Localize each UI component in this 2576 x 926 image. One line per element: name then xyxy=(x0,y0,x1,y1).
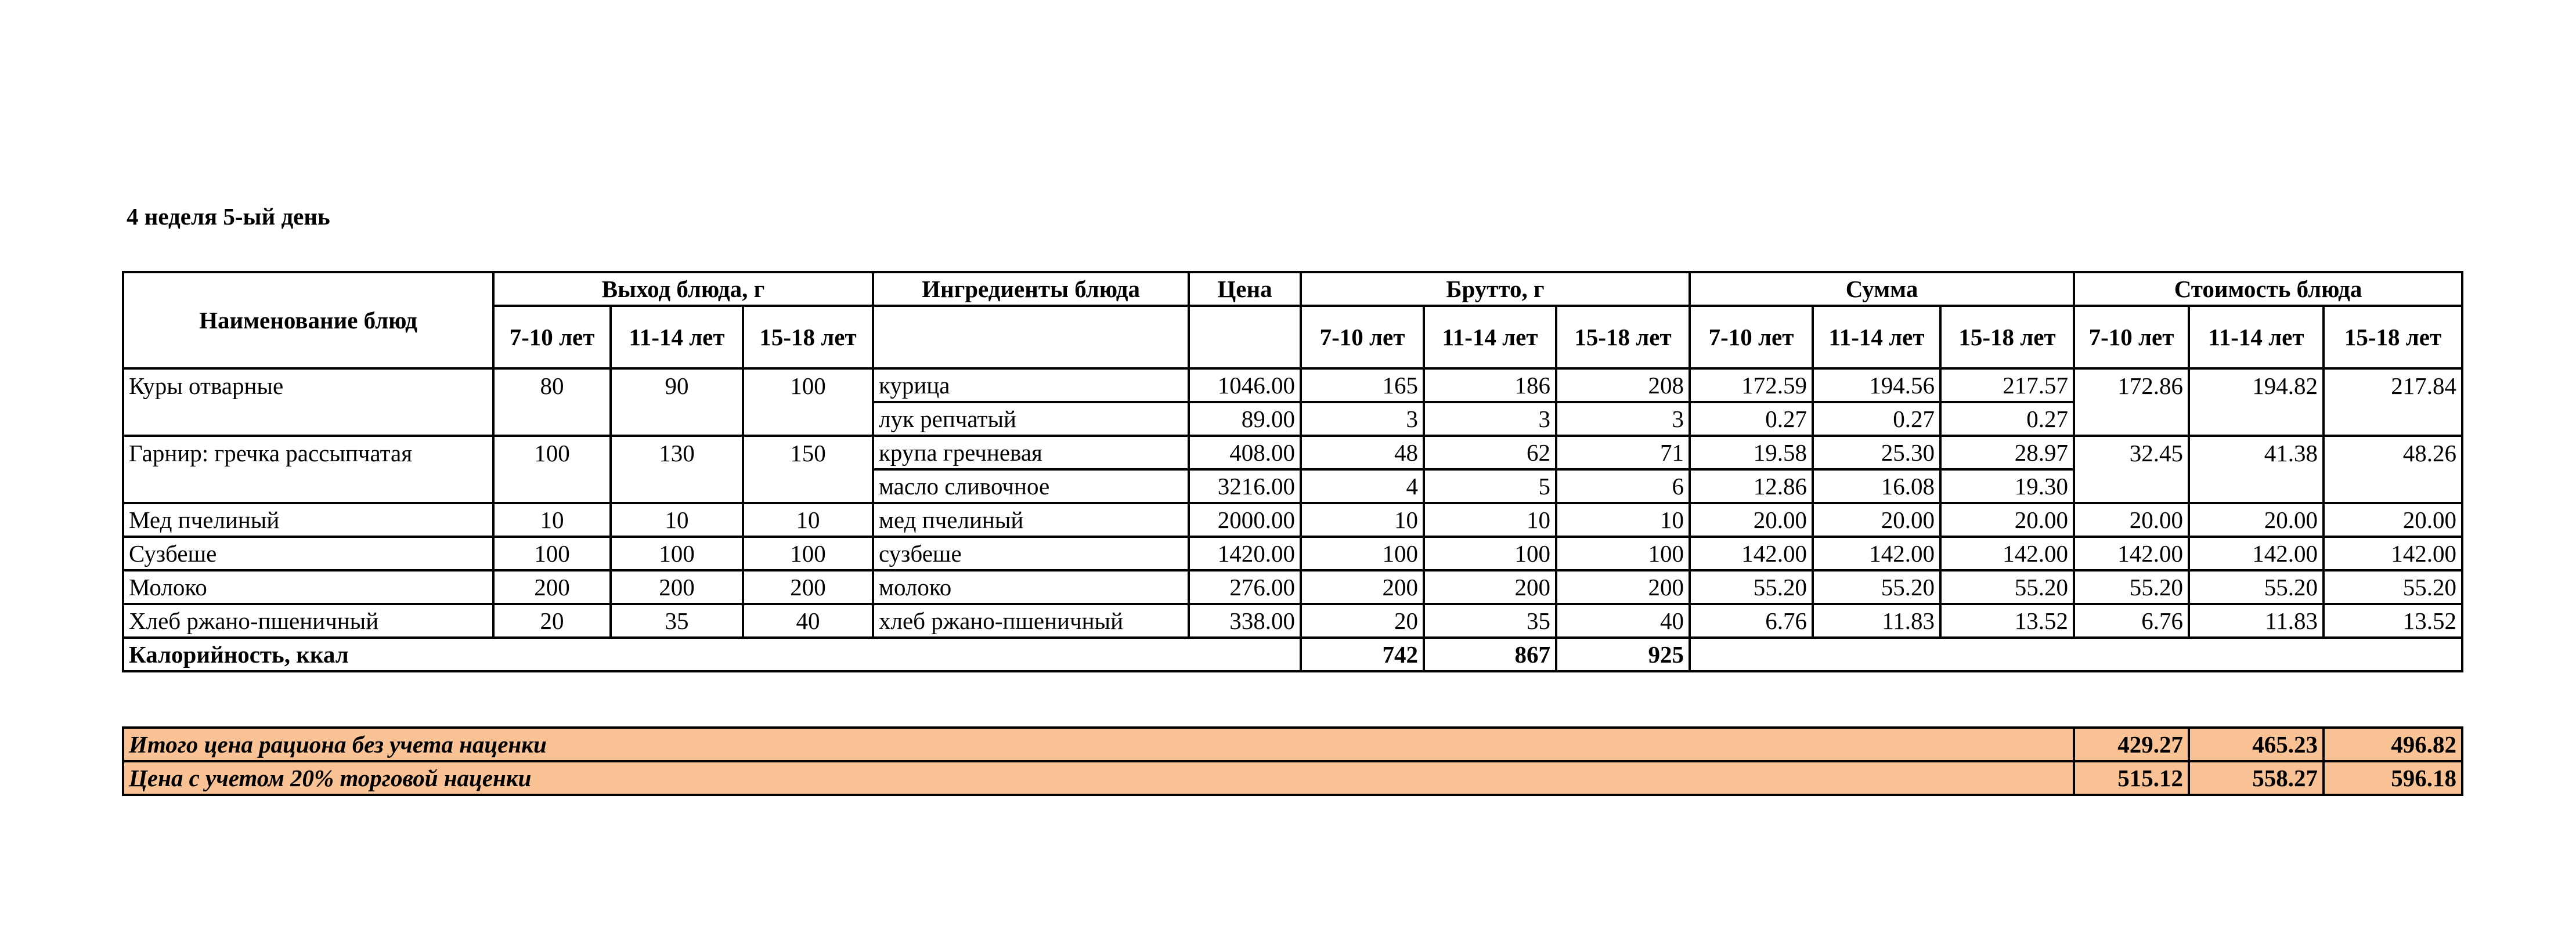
yield-cell xyxy=(493,402,611,436)
table-row xyxy=(123,402,2462,436)
page-title: 4 неделя 5-ый день xyxy=(127,203,330,230)
calories-value: 867 xyxy=(1424,638,1556,671)
brutto-cell: 6 xyxy=(1556,469,1690,503)
sum-cell: 142.00 xyxy=(1690,537,1813,570)
yield-cell: 130 xyxy=(611,436,743,469)
table-row xyxy=(123,604,2462,638)
yield-cell xyxy=(743,469,873,503)
sum-cell: 25.30 xyxy=(1813,436,1940,469)
sum-cell: 0.27 xyxy=(1940,402,2074,436)
header-cost: Стоимость блюда xyxy=(2074,272,2462,306)
header-price-blank xyxy=(1189,306,1301,368)
calories-value: 742 xyxy=(1301,638,1424,671)
ingredient-cell: хлеб ржано-пшеничный xyxy=(873,604,1189,638)
sum-cell: 11.83 xyxy=(1813,604,1940,638)
cost-cell: 217.84 xyxy=(2324,368,2462,402)
brutto-cell: 100 xyxy=(1301,537,1424,570)
header-sum-age-7-10: 7-10 лет xyxy=(1690,306,1813,368)
sum-cell: 12.86 xyxy=(1690,469,1813,503)
sum-cell: 0.27 xyxy=(1813,402,1940,436)
cost-cell: 20.00 xyxy=(2074,503,2189,537)
brutto-cell: 3 xyxy=(1556,402,1690,436)
cost-cell: 194.82 xyxy=(2189,368,2324,402)
cost-cell xyxy=(2074,469,2189,503)
dish-name-cell: Сузбеше xyxy=(123,537,493,570)
cost-cell xyxy=(2324,402,2462,436)
sum-cell: 142.00 xyxy=(1940,537,2074,570)
cost-cell: 6.76 xyxy=(2074,604,2189,638)
ingredient-cell: мед пчелиный xyxy=(873,503,1189,537)
yield-cell: 10 xyxy=(611,503,743,537)
header-ingredients: Ингредиенты блюда xyxy=(873,272,1189,306)
brutto-cell: 200 xyxy=(1556,570,1690,604)
menu-table xyxy=(122,271,2463,672)
cost-cell: 20.00 xyxy=(2189,503,2324,537)
table-row xyxy=(123,503,2462,537)
cost-cell: 142.00 xyxy=(2324,537,2462,570)
sum-cell: 20.00 xyxy=(1690,503,1813,537)
header-yield-age-7-10: 7-10 лет xyxy=(493,306,611,368)
ingredient-cell: крупа гречневая xyxy=(873,436,1189,469)
yield-cell: 20 xyxy=(493,604,611,638)
cost-cell xyxy=(2324,469,2462,503)
header-sum: Сумма xyxy=(1690,272,2074,306)
yield-cell: 10 xyxy=(493,503,611,537)
yield-cell xyxy=(743,402,873,436)
sum-cell: 172.59 xyxy=(1690,368,1813,402)
brutto-cell: 165 xyxy=(1301,368,1424,402)
cost-cell: 48.26 xyxy=(2324,436,2462,469)
table-row xyxy=(123,537,2462,570)
header-yield-age-15-18: 15-18 лет xyxy=(743,306,873,368)
sum-cell: 6.76 xyxy=(1690,604,1813,638)
brutto-cell: 200 xyxy=(1424,570,1556,604)
yield-cell: 100 xyxy=(493,537,611,570)
cost-cell: 32.45 xyxy=(2074,436,2189,469)
header-sum-age-15-18: 15-18 лет xyxy=(1940,306,2074,368)
price-cell: 2000.00 xyxy=(1189,503,1301,537)
sum-cell: 20.00 xyxy=(1813,503,1940,537)
price-cell: 89.00 xyxy=(1189,402,1301,436)
price-cell: 1046.00 xyxy=(1189,368,1301,402)
cost-cell: 13.52 xyxy=(2324,604,2462,638)
sum-cell: 0.27 xyxy=(1690,402,1813,436)
sum-cell: 142.00 xyxy=(1813,537,1940,570)
header-brutto-age-15-18: 15-18 лет xyxy=(1556,306,1690,368)
yield-cell: 100 xyxy=(611,537,743,570)
brutto-cell: 62 xyxy=(1424,436,1556,469)
header-brutto-age-7-10: 7-10 лет xyxy=(1301,306,1424,368)
header-sum-age-11-14: 11-14 лет xyxy=(1813,306,1940,368)
brutto-cell: 10 xyxy=(1556,503,1690,537)
header-brutto: Брутто, г xyxy=(1301,272,1690,306)
brutto-cell: 4 xyxy=(1301,469,1424,503)
header-yield: Выход блюда, г xyxy=(493,272,873,306)
brutto-cell: 10 xyxy=(1301,503,1424,537)
header-yield-age-11-14: 11-14 лет xyxy=(611,306,743,368)
dish-name-cell: Куры отварные xyxy=(123,368,493,402)
total-label: Итого цена рациона без учета наценки xyxy=(123,728,2074,761)
header-price: Цена xyxy=(1189,272,1301,306)
price-cell: 408.00 xyxy=(1189,436,1301,469)
brutto-cell: 40 xyxy=(1556,604,1690,638)
price-cell: 338.00 xyxy=(1189,604,1301,638)
brutto-cell: 208 xyxy=(1556,368,1690,402)
brutto-cell: 200 xyxy=(1301,570,1424,604)
dish-name-cell: Молоко xyxy=(123,570,493,604)
yield-cell: 90 xyxy=(611,368,743,402)
yield-cell: 40 xyxy=(743,604,873,638)
cost-cell: 41.38 xyxy=(2189,436,2324,469)
cost-cell xyxy=(2189,469,2324,503)
cost-cell: 172.86 xyxy=(2074,368,2189,402)
sum-cell: 217.57 xyxy=(1940,368,2074,402)
yield-cell: 100 xyxy=(743,537,873,570)
dish-name-cell: Хлеб ржано-пшеничный xyxy=(123,604,493,638)
total-value: 596.18 xyxy=(2324,761,2462,795)
calories-label: Калорийность, ккал xyxy=(123,638,1301,671)
cost-cell xyxy=(2074,402,2189,436)
sum-cell: 19.58 xyxy=(1690,436,1813,469)
yield-cell: 10 xyxy=(743,503,873,537)
header-cost-age-11-14: 11-14 лет xyxy=(2189,306,2324,368)
cost-cell: 11.83 xyxy=(2189,604,2324,638)
header-ingredients-blank xyxy=(873,306,1189,368)
price-cell: 3216.00 xyxy=(1189,469,1301,503)
sum-cell: 55.20 xyxy=(1690,570,1813,604)
sum-cell: 16.08 xyxy=(1813,469,1940,503)
header-cost-age-7-10: 7-10 лет xyxy=(2074,306,2189,368)
brutto-cell: 10 xyxy=(1424,503,1556,537)
total-value: 429.27 xyxy=(2074,728,2189,761)
total-value: 496.82 xyxy=(2324,728,2462,761)
sum-cell: 55.20 xyxy=(1940,570,2074,604)
calories-row xyxy=(123,638,2462,671)
brutto-cell: 100 xyxy=(1556,537,1690,570)
yield-cell: 200 xyxy=(743,570,873,604)
cost-cell xyxy=(2189,402,2324,436)
cost-cell: 20.00 xyxy=(2324,503,2462,537)
yield-cell: 200 xyxy=(493,570,611,604)
yield-cell xyxy=(493,469,611,503)
table-row xyxy=(123,570,2462,604)
total-label: Цена с учетом 20% торговой наценки xyxy=(123,761,2074,795)
ingredient-cell: молоко xyxy=(873,570,1189,604)
yield-cell xyxy=(611,469,743,503)
sum-cell: 20.00 xyxy=(1940,503,2074,537)
total-row-no-markup xyxy=(123,728,2462,761)
sum-cell: 19.30 xyxy=(1940,469,2074,503)
ingredient-cell: курица xyxy=(873,368,1189,402)
brutto-cell: 48 xyxy=(1301,436,1424,469)
yield-cell: 200 xyxy=(611,570,743,604)
yield-cell xyxy=(611,402,743,436)
price-cell: 1420.00 xyxy=(1189,537,1301,570)
ingredient-cell: лук репчатый xyxy=(873,402,1189,436)
brutto-cell: 3 xyxy=(1424,402,1556,436)
yield-cell: 35 xyxy=(611,604,743,638)
header-dish-name: Наименование блюд xyxy=(123,272,493,368)
yield-cell: 100 xyxy=(493,436,611,469)
total-value: 465.23 xyxy=(2189,728,2324,761)
ingredient-cell: масло сливочное xyxy=(873,469,1189,503)
calories-blank xyxy=(1690,638,2462,671)
cost-cell: 142.00 xyxy=(2189,537,2324,570)
table-row xyxy=(123,368,2462,402)
dish-name-cell: Гарнир: гречка рассыпчатая xyxy=(123,436,493,469)
header-cost-age-15-18: 15-18 лет xyxy=(2324,306,2462,368)
dish-name-cell: Мед пчелиный xyxy=(123,503,493,537)
brutto-cell: 5 xyxy=(1424,469,1556,503)
ingredient-cell: сузбеше xyxy=(873,537,1189,570)
yield-cell: 150 xyxy=(743,436,873,469)
totals-table xyxy=(122,726,2463,796)
sum-cell: 55.20 xyxy=(1813,570,1940,604)
brutto-cell: 100 xyxy=(1424,537,1556,570)
total-value: 558.27 xyxy=(2189,761,2324,795)
cost-cell: 55.20 xyxy=(2324,570,2462,604)
brutto-cell: 20 xyxy=(1301,604,1424,638)
cost-cell: 55.20 xyxy=(2189,570,2324,604)
cost-cell: 142.00 xyxy=(2074,537,2189,570)
brutto-cell: 3 xyxy=(1301,402,1424,436)
brutto-cell: 35 xyxy=(1424,604,1556,638)
table-row xyxy=(123,469,2462,503)
brutto-cell: 186 xyxy=(1424,368,1556,402)
header-brutto-age-11-14: 11-14 лет xyxy=(1424,306,1556,368)
table-row xyxy=(123,436,2462,469)
yield-cell: 80 xyxy=(493,368,611,402)
calories-value: 925 xyxy=(1556,638,1690,671)
total-value: 515.12 xyxy=(2074,761,2189,795)
brutto-cell: 71 xyxy=(1556,436,1690,469)
price-cell: 276.00 xyxy=(1189,570,1301,604)
cost-cell: 55.20 xyxy=(2074,570,2189,604)
total-row-with-markup xyxy=(123,761,2462,795)
sum-cell: 28.97 xyxy=(1940,436,2074,469)
dish-name-cell xyxy=(123,402,493,436)
dish-name-cell xyxy=(123,469,493,503)
sum-cell: 194.56 xyxy=(1813,368,1940,402)
sum-cell: 13.52 xyxy=(1940,604,2074,638)
yield-cell: 100 xyxy=(743,368,873,402)
